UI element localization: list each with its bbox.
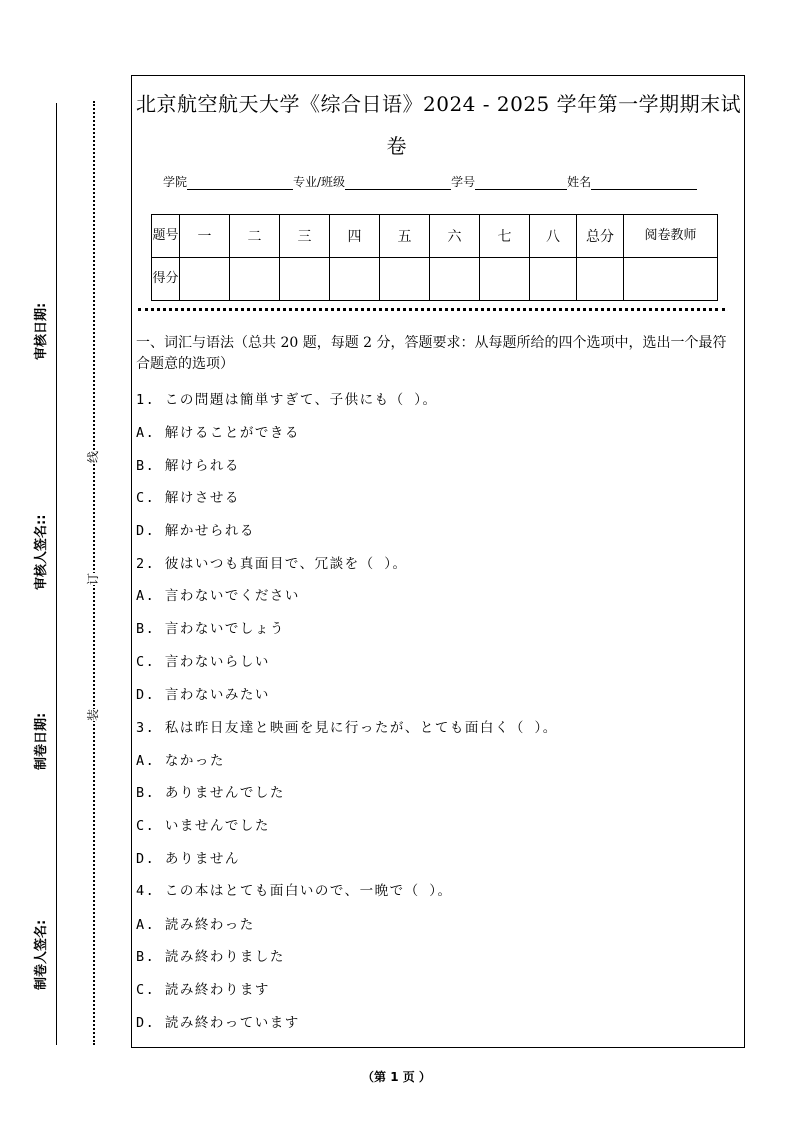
score-cell[interactable] [430,258,480,301]
major-class-label: 专业/班级 [293,175,346,189]
option-a[interactable]: A. 解けることができる [136,425,300,441]
score-cell[interactable] [180,258,230,301]
score-cell[interactable] [230,258,280,301]
option-c[interactable]: C. 言わないらしい [136,654,270,670]
col-grader: 阅卷教师 [624,215,718,258]
name-label: 姓名 [567,175,592,189]
option-d[interactable]: D. 解かせられる [136,523,255,539]
reviewer-sign-label: 审核人签名:: [34,514,49,590]
option-d[interactable]: D. ありません [136,851,240,867]
question-stem: 1. この問題は簡単すぎて、子供にも（ ）。 [136,392,438,408]
score-cell[interactable] [530,258,577,301]
option-b[interactable]: B. 言わないでしょう [136,621,285,637]
col-total: 总分 [577,215,624,258]
option-b[interactable]: B. ありませんでした [136,785,285,801]
section-heading: 一、词汇与语法（总共 20 题，每题 2 分，答题要求：从每题所给的四个选项中，选出一个最符合题意的选项） [136,335,727,372]
option-a[interactable]: A. 言わないでください [136,588,300,604]
maker-sign-label: 制卷人签名: [34,919,49,990]
score-cell[interactable] [330,258,380,301]
col-5: 五 [380,215,430,258]
exam-title-continued: 卷 [386,134,407,158]
student-no-label: 学号 [451,175,476,189]
col-8: 八 [530,215,577,258]
score-cell[interactable] [624,258,718,301]
col-7: 七 [480,215,530,258]
question-stem: 4. この本はとても面白いので、一晩で（ ）。 [136,883,453,899]
score-cell[interactable] [280,258,330,301]
option-d[interactable]: D. 読み終わっています [136,1015,300,1031]
score-cell[interactable] [380,258,430,301]
exam-title: 北京航空航天大学《综合日语》2024 - 2025 学年第一学期期末试 [136,92,742,116]
review-date-label: 审核日期: [34,302,49,360]
col-3: 三 [280,215,330,258]
make-date-label: 制卷日期: [34,712,49,770]
dotted-separator [138,308,725,311]
question-stem: 3. 私は昨日友達と映画を見に行ったが、とても面白く（ ）。 [136,720,558,736]
option-c[interactable]: C. 読み終わります [136,982,270,998]
option-d[interactable]: D. 言わないみたい [136,687,270,703]
score-table [151,214,718,301]
college-blank[interactable] [187,177,293,190]
option-b[interactable]: B. 読み終わりました [136,949,285,965]
question-number-header: 题号 [152,215,180,258]
student-no-blank[interactable] [475,177,567,190]
col-2: 二 [230,215,280,258]
college-label: 学院 [163,175,188,189]
col-4: 四 [330,215,380,258]
score-cell[interactable] [480,258,530,301]
option-b[interactable]: B. 解けられる [136,458,240,474]
col-6: 六 [430,215,480,258]
option-a[interactable]: A. 読み終わった [136,917,255,933]
binding-char-ding: 订 [86,572,101,586]
major-class-blank[interactable] [345,177,451,190]
binding-char-line: 线 [86,450,101,464]
name-blank[interactable] [591,177,697,190]
question-stem: 2. 彼はいつも真面目で、冗談を（ ）。 [136,556,408,572]
binding-char-zhuang: 装 [86,708,101,722]
score-cell[interactable] [577,258,624,301]
option-c[interactable]: C. 解けさせる [136,490,240,506]
page-number: （第 1 页 ） [362,1070,431,1084]
option-c[interactable]: C. いませんでした [136,818,270,834]
col-1: 一 [180,215,230,258]
left-signature-line [56,103,57,1045]
option-a[interactable]: A. なかった [136,753,225,769]
score-row-header: 得分 [152,258,180,301]
student-info-row [163,173,697,190]
